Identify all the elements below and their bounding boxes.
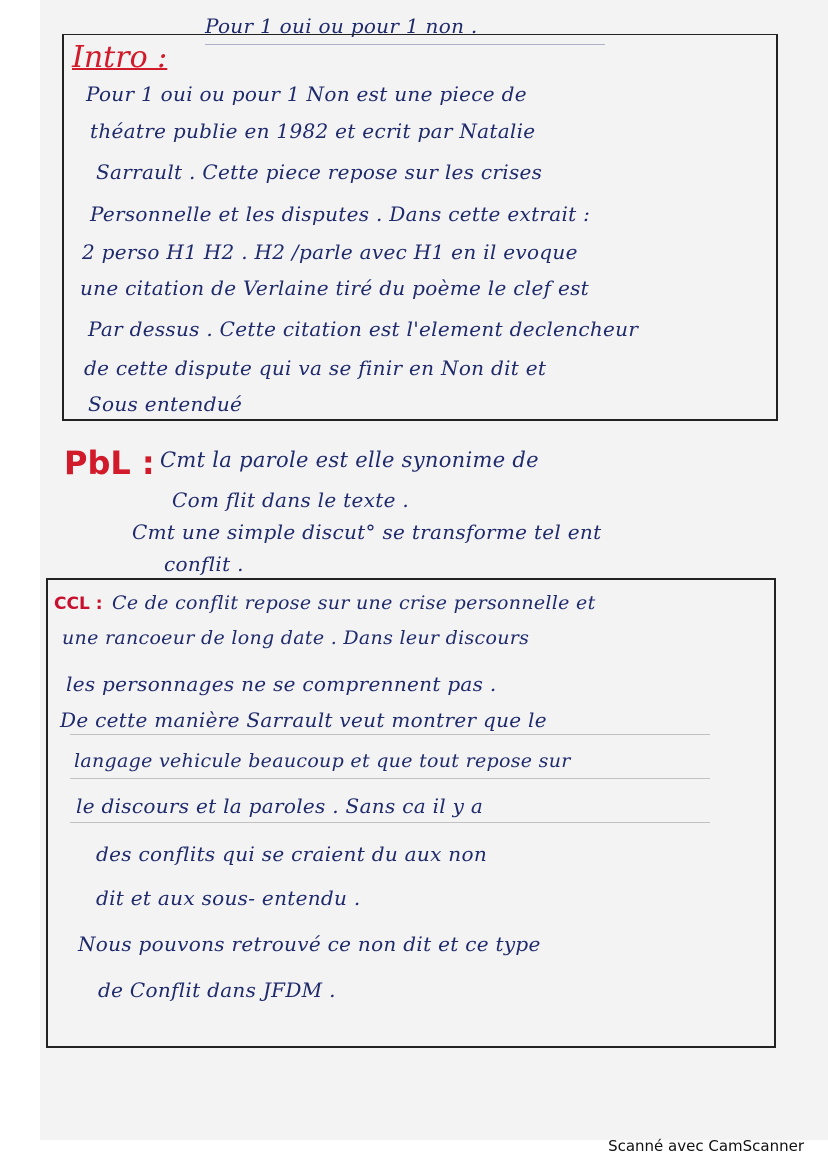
ruled-line: [70, 734, 710, 735]
ccl-line: une rancoeur de long date . Dans leur discours: [62, 627, 530, 649]
intro-line: Sarrault . Cette piece repose sur les crises: [96, 160, 543, 184]
ruled-line: [70, 778, 710, 779]
ccl-line: les personnages ne se comprennent pas .: [66, 672, 497, 696]
ccl-label: CCL :: [54, 594, 103, 614]
intro-line: 2 perso H1 H2 . H2 /parle avec H1 en il evoque: [82, 240, 578, 264]
camscanner-footer: Scanné avec CamScanner: [608, 1137, 804, 1155]
ruled-line: [70, 822, 710, 823]
page-title: Pour 1 oui ou pour 1 non .: [205, 14, 478, 38]
pbl-line: Cmt la parole est elle synonime de: [160, 448, 539, 472]
intro-line: une citation de Verlaine tiré du poème le clef est: [80, 276, 590, 300]
intro-line: théatre publie en 1982 et ecrit par Natalie: [90, 119, 536, 143]
pbl-line: conflit .: [164, 552, 244, 576]
ccl-line: dit et aux sous- entendu .: [96, 886, 361, 910]
pbl-line: Cmt une simple discut° se transforme tel ent: [132, 520, 602, 544]
ccl-line: Ce de conflit repose sur une crise personnelle et: [112, 592, 596, 614]
intro-line: Par dessus . Cette citation est l'element declencheur: [88, 317, 639, 341]
intro-line: Pour 1 oui ou pour 1 Non est une piece de: [86, 82, 527, 106]
ccl-line: langage vehicule beaucoup et que tout repose sur: [74, 750, 571, 772]
intro-line: Personnelle et les disputes . Dans cette extrait :: [90, 202, 591, 226]
ccl-line: Nous pouvons retrouvé ce non dit et ce type: [78, 932, 541, 956]
ccl-line: De cette manière Sarrault veut montrer que le: [60, 708, 547, 732]
ccl-line: des conflits qui se craient du aux non: [96, 842, 488, 866]
intro-line: de cette dispute qui va se finir en Non dit et: [84, 356, 547, 380]
intro-label: Intro :: [72, 40, 168, 75]
ccl-line: le discours et la paroles . Sans ca il y a: [76, 794, 484, 818]
pbl-label: PbL :: [64, 444, 155, 482]
intro-line: Sous entendué: [88, 392, 243, 416]
ccl-line: de Conflit dans JFDM .: [98, 978, 336, 1002]
pbl-line: Com flit dans le texte .: [172, 488, 410, 512]
